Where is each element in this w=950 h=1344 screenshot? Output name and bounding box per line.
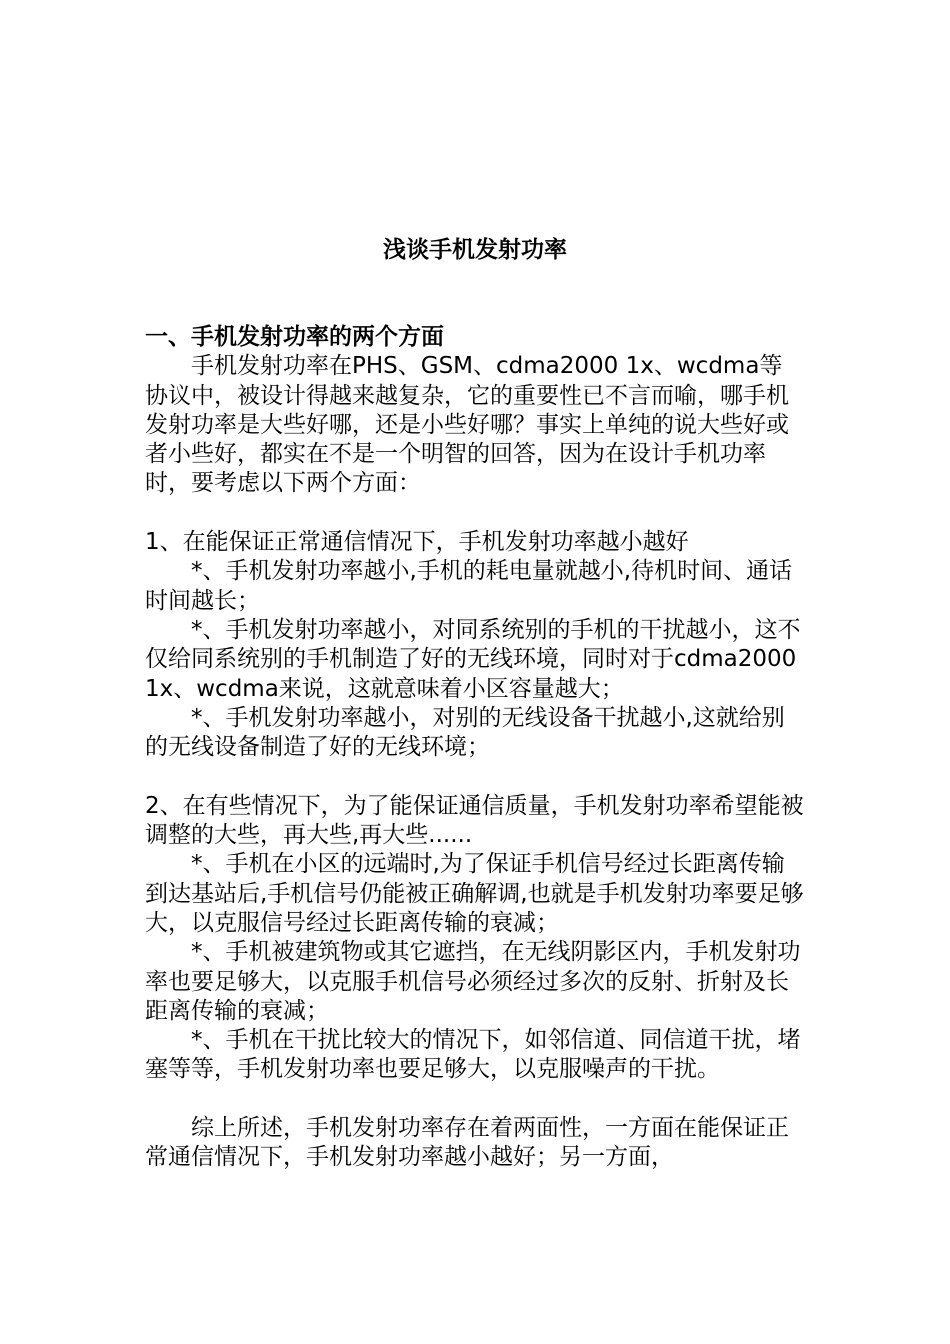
section-heading: 一、手机发射功率的两个方面	[145, 324, 444, 350]
point1-item: *、手机发射功率越小，对同系统别的手机的干扰越小，这不仅给同系统别的手机制造了好的无线环境，同时对于cdma2000 1x、wcdma来说，这就意味着小区容量越大；	[145, 616, 801, 702]
point2-item: *、手机被建筑物或其它遮挡，在无线阴影区内，手机发射功率也要足够大，以克服手机信号必须经过多次的反射、折射及长距离传输的衰减；	[145, 939, 801, 1024]
point2-item: *、手机在干扰比较大的情况下，如邻信道、同信道干扰，堵塞等等，手机发射功率也要足够大，以克服噪声的干扰。	[145, 1027, 801, 1083]
intro-paragraph: 手机发射功率在PHS、GSM、cdma2000 1x、wcdma等协议中，被设计得越来越复杂，它的重要性已不言而喻，哪手机发射功率是大些好哪，还是小些好哪？事实上单纯的说大些好或者小些好，都实在不是一个明智的回答，因为在设计手机功率时，要考虑以下两个方面：	[145, 353, 789, 497]
paragraph-spacer	[145, 499, 805, 528]
paragraph-spacer	[145, 1085, 805, 1114]
paragraph-spacer	[145, 762, 805, 791]
point1-item: *、手机发射功率越小，对别的无线设备干扰越小,这就给别的无线设备制造了好的无线环境；	[145, 704, 785, 761]
point2-item: *、手机在小区的远端时,为了保证手机信号经过长距离传输到达基站后,手机信号仍能被正确解调,也就是手机发射功率要足够大，以克服信号经过长距离传输的衰减；	[145, 851, 804, 936]
document-body	[145, 323, 805, 1173]
point1-heading: 1、在能保证正常通信情况下，手机发射功率越小越好	[145, 529, 689, 556]
point2-heading: 2、在有些情况下，为了能保证通信质量，手机发射功率希望能被调整的大些，再大些,再大些......	[145, 792, 804, 849]
document-title: 浅谈手机发射功率	[383, 237, 567, 263]
point1-item: *、手机发射功率越小,手机的耗电量就越小,待机时间、通话时间越长；	[145, 558, 793, 614]
summary-paragraph: 综上所述，手机发射功率存在着两面性，一方面在能保证正常通信情况下，手机发射功率越小越好；另一方面，	[145, 1115, 789, 1171]
